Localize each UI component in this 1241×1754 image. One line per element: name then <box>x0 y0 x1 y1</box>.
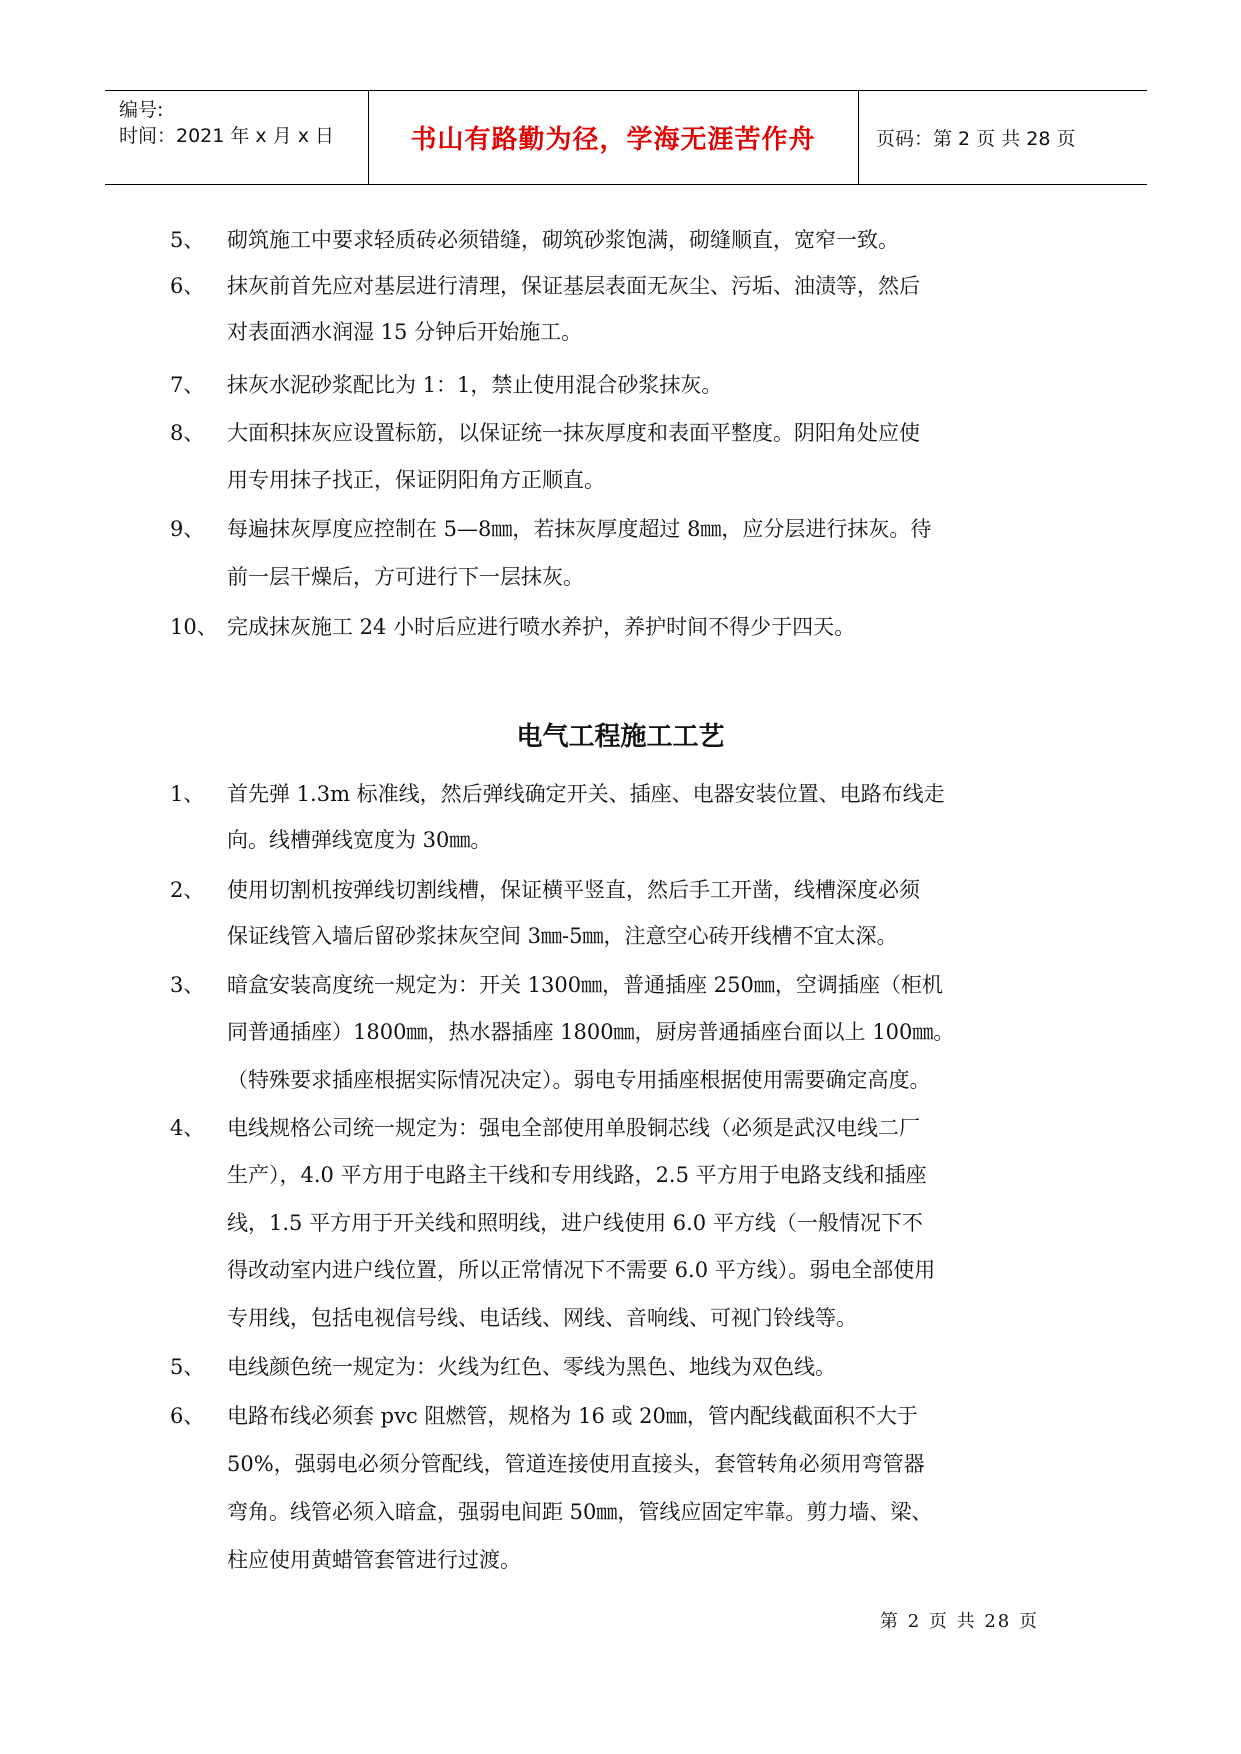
list-item-number: 1、 <box>170 782 205 806</box>
list-item-text: 线，1.5 平方用于开关线和照明线，进户线使用 6.0 平方线（一般情况下不 <box>227 1211 923 1235</box>
list-item-number: 9、 <box>170 517 205 541</box>
list-item-number: 3、 <box>170 973 205 997</box>
list-item-text: 前一层干燥后，方可进行下一层抹灰。 <box>227 565 584 589</box>
list-item-number: 5、 <box>170 228 205 252</box>
list-item-text: 每遍抹灰厚度应控制在 5—8㎜，若抹灰厚度超过 8㎜，应分层进行抹灰。待 <box>227 517 932 541</box>
list-item-number: 8、 <box>170 421 205 445</box>
list-item-text: 同普通插座）1800㎜，热水器插座 1800㎜，厨房普通插座台面以上 100㎜。 <box>227 1020 955 1044</box>
list-item-text: 柱应使用黄蜡管套管进行过渡。 <box>227 1548 521 1572</box>
page-header <box>105 90 1147 185</box>
list-item-text: 首先弹 1.3m 标准线，然后弹线确定开关、插座、电器安装位置、电路布线走 <box>227 782 945 806</box>
list-item-text: 对表面洒水润湿 15 分钟后开始施工。 <box>227 320 583 344</box>
list-item-text: 电路布线必须套 pvc 阻燃管，规格为 16 或 20㎜，管内配线截面积不大于 <box>227 1404 918 1428</box>
header-page-info: 页码：第 2 页 共 28 页 <box>876 128 1076 150</box>
list-item-number: 6、 <box>170 1404 205 1428</box>
list-item-text: 向。线槽弹线宽度为 30㎜。 <box>227 828 492 852</box>
list-item-text: 砌筑施工中要求轻质砖必须错缝，砌筑砂浆饱满，砌缝顺直，宽窄一致。 <box>227 228 899 252</box>
list-item-text: 抹灰水泥砂浆配比为 1：1，禁止使用混合砂浆抹灰。 <box>227 373 723 397</box>
list-item-text: 使用切割机按弹线切割线槽，保证横平竖直，然后手工开凿，线槽深度必须 <box>227 878 920 902</box>
list-item-number: 4、 <box>170 1116 205 1140</box>
list-item-text: 电线规格公司统一规定为：强电全部使用单股铜芯线（必须是武汉电线二厂 <box>227 1116 920 1140</box>
list-item-text: 弯角。线管必须入暗盒，强弱电间距 50㎜，管线应固定牢靠。剪力墙、梁、 <box>227 1500 933 1524</box>
list-item-text: 得改动室内进户线位置，所以正常情况下不需要 6.0 平方线）。弱电全部使用 <box>227 1258 936 1282</box>
list-item-number: 2、 <box>170 878 205 902</box>
list-item-text: 生产），4.0 平方用于电路主干线和专用线路，2.5 平方用于电路支线和插座 <box>227 1163 927 1187</box>
list-item-text: （特殊要求插座根据实际情况决定）。弱电专用插座根据使用需要确定高度。 <box>227 1068 931 1092</box>
list-item-text: 50%，强弱电必须分管配线，管道连接使用直接头，套管转角必须用弯管器 <box>227 1452 925 1476</box>
list-item-text: 大面积抹灰应设置标筋，以保证统一抹灰厚度和表面平整度。阴阳角处应使 <box>227 421 920 445</box>
page-footer: 第 2 页 共 28 页 <box>880 1611 1039 1632</box>
header-meta <box>105 91 368 184</box>
list-item-number: 6、 <box>170 274 205 298</box>
list-item-text: 专用线，包括电视信号线、电话线、网线、音响线、可视门铃线等。 <box>227 1306 857 1330</box>
list-item-text: 抹灰前首先应对基层进行清理，保证基层表面无灰尘、污垢、油渍等，然后 <box>227 274 920 298</box>
list-item-number: 7、 <box>170 373 205 397</box>
header-motto: 书山有路勤为径，学海无涯苦作舟 <box>410 125 816 155</box>
list-item-number: 10、 <box>170 615 218 639</box>
document-time-label: 时间：2021 年 x 月 x 日 <box>119 125 335 147</box>
list-item-text: 完成抹灰施工 24 小时后应进行喷水养护，养护时间不得少于四天。 <box>227 615 856 639</box>
list-item-number: 5、 <box>170 1355 205 1379</box>
document-number-label: 编号: <box>119 99 164 121</box>
list-item-text: 保证线管入墙后留砂浆抹灰空间 3㎜-5㎜，注意空心砖开线槽不宜太深。 <box>227 924 898 948</box>
list-item-text: 暗盒安装高度统一规定为：开关 1300㎜，普通插座 250㎜，空调插座（柜机 <box>227 973 943 997</box>
list-item-text: 电线颜色统一规定为：火线为红色、零线为黑色、地线为双色线。 <box>227 1355 836 1379</box>
list-item-text: 用专用抹子找正，保证阴阳角方正顺直。 <box>227 468 605 492</box>
section-title: 电气工程施工工艺 <box>516 722 725 752</box>
